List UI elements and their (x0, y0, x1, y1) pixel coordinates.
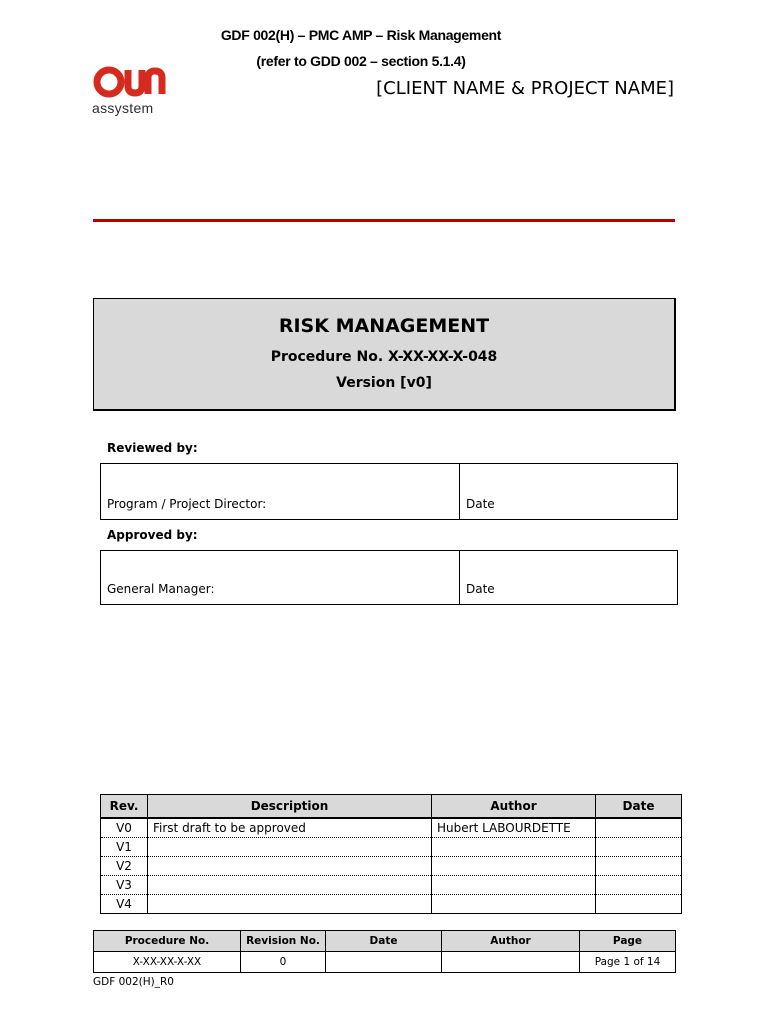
date-cell (596, 876, 682, 895)
approval-date: Date (460, 551, 678, 605)
procedure-number: Procedure No. X-XX-XX-X-048 (270, 349, 498, 365)
footer-revision-header: Revision No. (241, 931, 326, 952)
form-code: GDF 002(H)_R0 (93, 976, 174, 988)
date-header: Date (596, 795, 682, 819)
footer-page-header: Page (580, 931, 676, 952)
description-cell (148, 838, 432, 857)
table-row (101, 895, 682, 914)
footer-author-value (442, 952, 580, 973)
table-row (101, 838, 682, 857)
author-cell: Hubert LABOURDETTE (432, 818, 596, 838)
footer-author-header: Author (442, 931, 580, 952)
rev-cell: V0 (101, 818, 148, 838)
assystem-logo-icon (92, 62, 172, 102)
approved-by-label: Approved by: (107, 528, 198, 542)
footer-revision-value: 0 (241, 952, 326, 973)
doc-header-line1: GDF 002(H) – PMC AMP – Risk Management (220, 27, 502, 43)
rev-cell: V4 (101, 895, 148, 914)
table-row (101, 876, 682, 895)
doc-header-line2: (refer to GDD 002 – section 5.1.4) (256, 53, 466, 69)
header-divider (93, 219, 675, 222)
review-date: Date (460, 464, 678, 520)
rev-cell: V1 (101, 838, 148, 857)
table-row (101, 818, 682, 838)
rev-header: Rev. (101, 795, 148, 819)
author-cell (432, 857, 596, 876)
manager-role: General Manager: (101, 551, 460, 605)
description-header: Description (148, 795, 432, 819)
footer-date-value (326, 952, 442, 973)
table-row (101, 857, 682, 876)
revision-table (100, 794, 682, 914)
description-cell (148, 857, 432, 876)
footer-procedure-header: Procedure No. (94, 931, 241, 952)
logo-wordmark: assystem (92, 100, 154, 116)
date-cell (596, 838, 682, 857)
version-label: Version [v0] (336, 375, 432, 391)
author-cell (432, 838, 596, 857)
review-signature-table (100, 463, 678, 520)
footer-procedure-value: X-XX-XX-X-XX (94, 952, 241, 973)
author-cell (432, 895, 596, 914)
author-cell (432, 876, 596, 895)
title-box (93, 298, 676, 411)
rev-cell: V2 (101, 857, 148, 876)
date-cell (596, 818, 682, 838)
footer-date-header: Date (326, 931, 442, 952)
footer-table (93, 930, 676, 973)
client-project-name: [CLIENT NAME & PROJECT NAME] (376, 78, 674, 99)
description-cell: First draft to be approved (148, 818, 432, 838)
description-cell (148, 876, 432, 895)
doc-title: RISK MANAGEMENT (278, 315, 490, 337)
date-cell (596, 857, 682, 876)
director-role: Program / Project Director: (101, 464, 460, 520)
author-header: Author (432, 795, 596, 819)
approval-signature-table (100, 550, 678, 605)
date-cell (596, 895, 682, 914)
reviewed-by-label: Reviewed by: (107, 441, 198, 455)
footer-page-value: Page 1 of 14 (580, 952, 676, 973)
rev-cell: V3 (101, 876, 148, 895)
description-cell (148, 895, 432, 914)
